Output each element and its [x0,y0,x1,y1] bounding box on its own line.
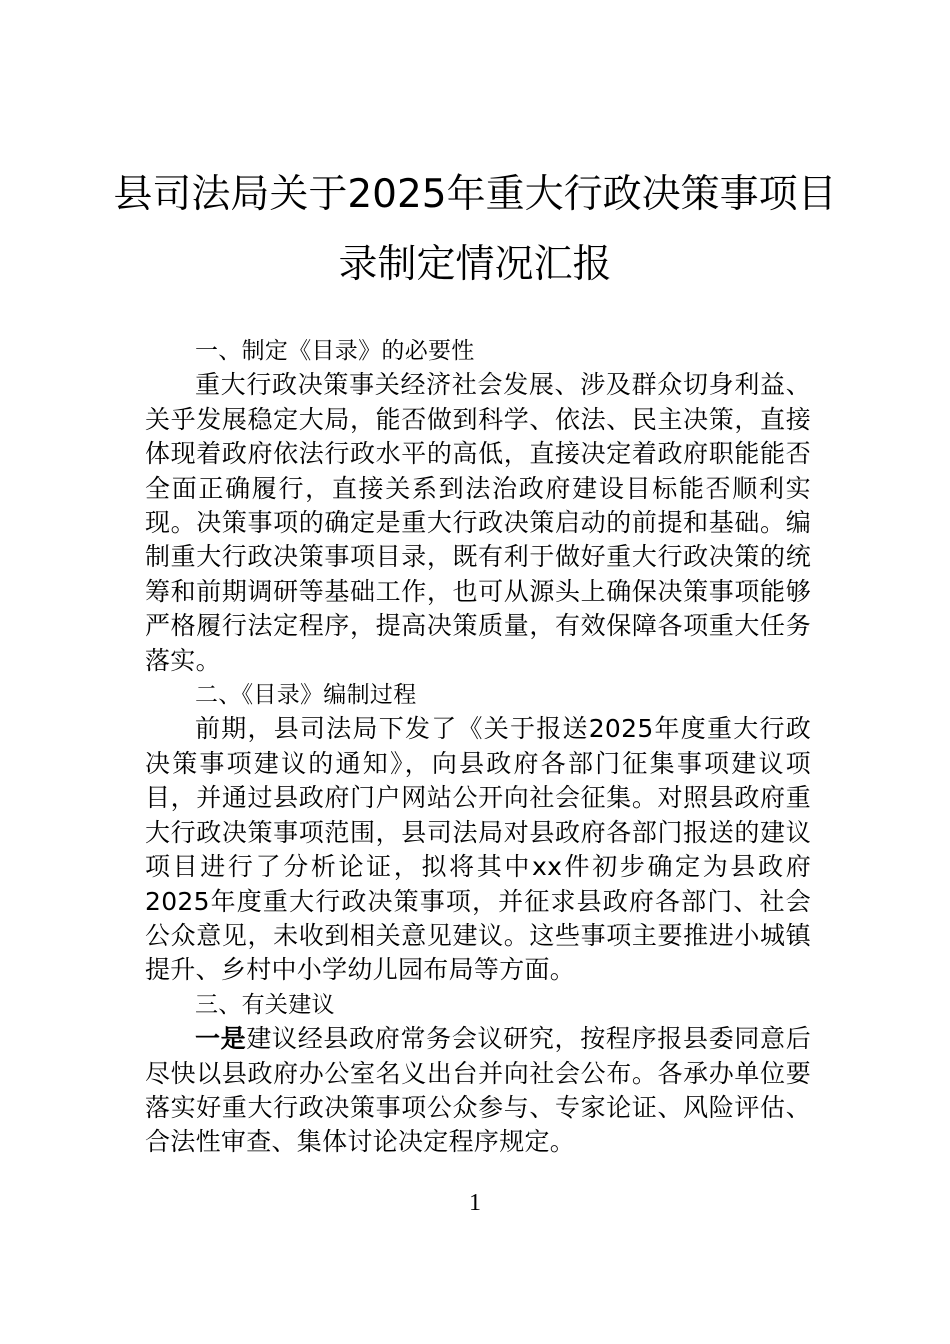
document-body [145,334,811,1160]
page-number: 1 [469,1190,481,1216]
document-title-line-2: 录制定情况汇报 [338,242,612,287]
section-paragraph-2: 前期，县司法局下发了《关于报送2025年度重大行政决策事项建议的通知》，向县政府各部门征集事项建议项目，并通过县政府门户网站公开向社会征集。对照县政府重大行政决策事项范围，县司法局对县政府各部门报送的建议项目进行了分析论证，拟将其中xx件初步确定为县政府2025年度重大行政决策事项，并征求县政府各部门、社会公众意见，未收到相关意见建议。这些事项主要推进小城镇提升、乡村中小学幼儿园布局等方面。 [145,714,811,985]
section-heading-2: 二、《目录》编制过程 [195,682,417,709]
document-title-line-1: 县司法局关于2025年重大行政决策事项目 [113,172,837,217]
section-paragraph-3-text: 建议经县政府常务会议研究，按程序报县委同意后尽快以县政府办公室名义出台并向社会公布。各承办单位要落实好重大行政决策事项公众参与、专家论证、风险评估、合法性审查、集体讨论决定程序规定。 [145,1024,811,1157]
section-paragraph-1: 重大行政决策事关经济社会发展、涉及群众切身利益、关乎发展稳定大局，能否做到科学、依法、民主决策，直接体现着政府依法行政水平的高低，直接决定着政府职能能否全面正确履行，直接关系到法治政府建设目标能否顺利实现。决策事项的确定是重大行政决策启动的前提和基础。编制重大行政决策事项目录，既有利于做好重大行政决策的统筹和前期调研等基础工作，也可从源头上确保决策事项能够严格履行法定程序，提高决策质量，有效保障各项重大任务落实。 [145,370,811,675]
section-paragraph-3 [145,1022,811,1160]
section-lead-text: 一是 [195,1024,247,1054]
section-heading-1: 一、制定《目录》的必要性 [195,338,475,364]
section-heading-3: 三、有关建议 [195,991,335,1018]
